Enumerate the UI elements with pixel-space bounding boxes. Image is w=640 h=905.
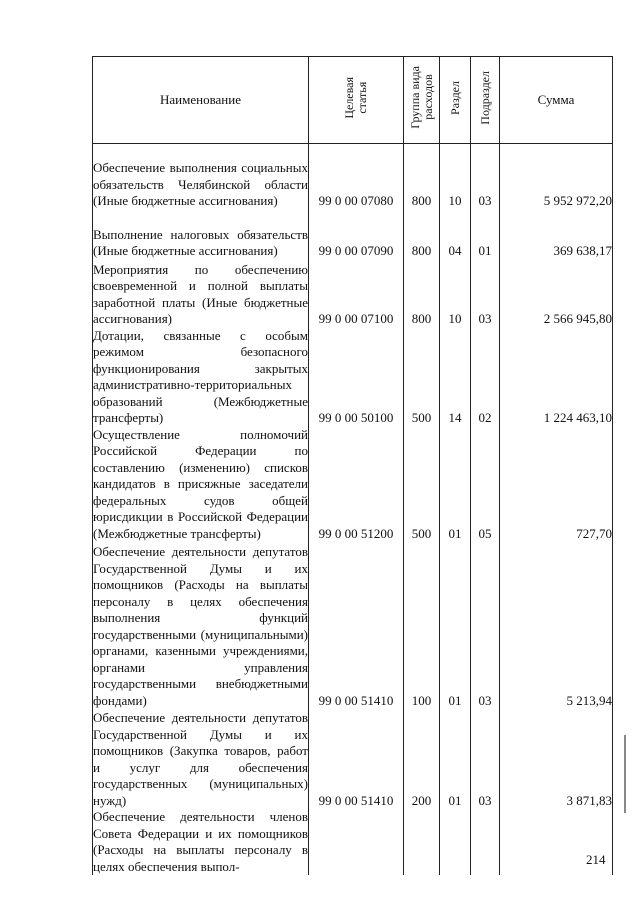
row-sum: 727,70 [500,427,613,543]
table-row [93,809,613,875]
row-section: 01 [440,427,471,543]
table-row [93,144,613,210]
row-sum: 5 213,94 [500,542,613,709]
row-expense-group: 800 [404,144,440,210]
row-section: 01 [440,542,471,709]
row-section: 10 [440,144,471,210]
table-row [93,260,613,328]
row-target-article: 99 0 00 51410 [309,709,404,809]
budget-table [92,56,613,875]
row-expense-group: 500 [404,328,440,427]
row-target-article: 99 0 00 07100 [309,260,404,328]
table-row [93,427,613,543]
row-expense-group: 800 [404,210,440,260]
row-target-article: 99 0 00 51200 [309,427,404,543]
row-subsection: 02 [471,328,500,427]
scan-edge-mark [624,735,626,813]
row-subsection [471,809,500,875]
row-subsection: 03 [471,144,500,210]
row-name: Мероприятия по обеспечению своевременной и полной выплаты заработной платы (Иные бюджетные ассигнования) [93,261,308,326]
row-section: 10 [440,260,471,328]
row-name: Обеспечение деятельности членов Совета Федерации и их помощников (Расходы на выплаты персоналу в целях обеспечения выпол- [93,809,308,874]
row-subsection: 03 [471,260,500,328]
row-section: 14 [440,328,471,427]
row-section: 04 [440,210,471,260]
table-row [93,210,613,260]
header-expense-group: Группа вида расходов [404,57,440,144]
row-target-article: 99 0 00 51410 [309,542,404,709]
row-name: Обеспечение деятельности депутатов Государственной Думы и их помощников (Закупка товаров, работ и услуг для обеспечения государственных (муниципальных) нужд) [93,710,308,808]
row-expense-group: 800 [404,260,440,328]
header-name: Наименование [93,57,309,144]
row-section: 01 [440,709,471,809]
row-target-article: 99 0 00 07080 [309,144,404,210]
row-target-article: 99 0 00 50100 [309,328,404,427]
row-subsection: 01 [471,210,500,260]
header-subsection: Подраздел [471,57,500,144]
row-sum: 5 952 972,20 [500,144,613,210]
row-sum: 1 224 463,10 [500,328,613,427]
row-subsection: 03 [471,709,500,809]
row-subsection: 05 [471,427,500,543]
table-header-row [93,57,613,144]
header-target-article: Целевая статья [309,57,404,144]
table-row [93,542,613,709]
table-row [93,709,613,809]
header-sum: Сумма [500,57,613,144]
row-sum: 2 566 945,80 [500,260,613,328]
row-name: Дотации, связанные с особым режимом безопасного функционирования закрытых административно-территориальных образований (Межбюджетные трансферты) [93,327,308,425]
table-row [93,328,613,427]
row-section [440,809,471,875]
row-name: Обеспечение выполнения социальных обязательств Челябинской области (Иные бюджетные ассигнования) [93,144,309,210]
header-section: Раздел [440,57,471,144]
row-sum: 3 871,83 [500,709,613,809]
row-target-article: 99 0 00 07090 [309,210,404,260]
page-number: 214 [586,852,606,867]
row-subsection: 03 [471,542,500,709]
row-sum: 369 638,17 [500,210,613,260]
row-name: Обеспечение деятельности депутатов Государственной Думы и их помощников (Расходы на выплаты персоналу в целях обеспечения выполнения функций государственными (муниципальными) органами, казенными учреждениями, органами управления государственными внебюджетными фондами) [93,544,308,708]
row-target-article [309,809,404,875]
row-expense-group: 500 [404,427,440,543]
row-name: Осуществление полномочий Российской Федерации по составлению (изменению) списков кандидатов в присяжные заседатели федеральных судов общей юрисдикции в Российской Федерации (Межбюджетные трансферты) [93,426,308,541]
row-expense-group: 200 [404,709,440,809]
row-name: Выполнение налоговых обязательств (Иные бюджетные ассигнования) [93,210,309,260]
row-expense-group [404,809,440,875]
row-expense-group: 100 [404,542,440,709]
